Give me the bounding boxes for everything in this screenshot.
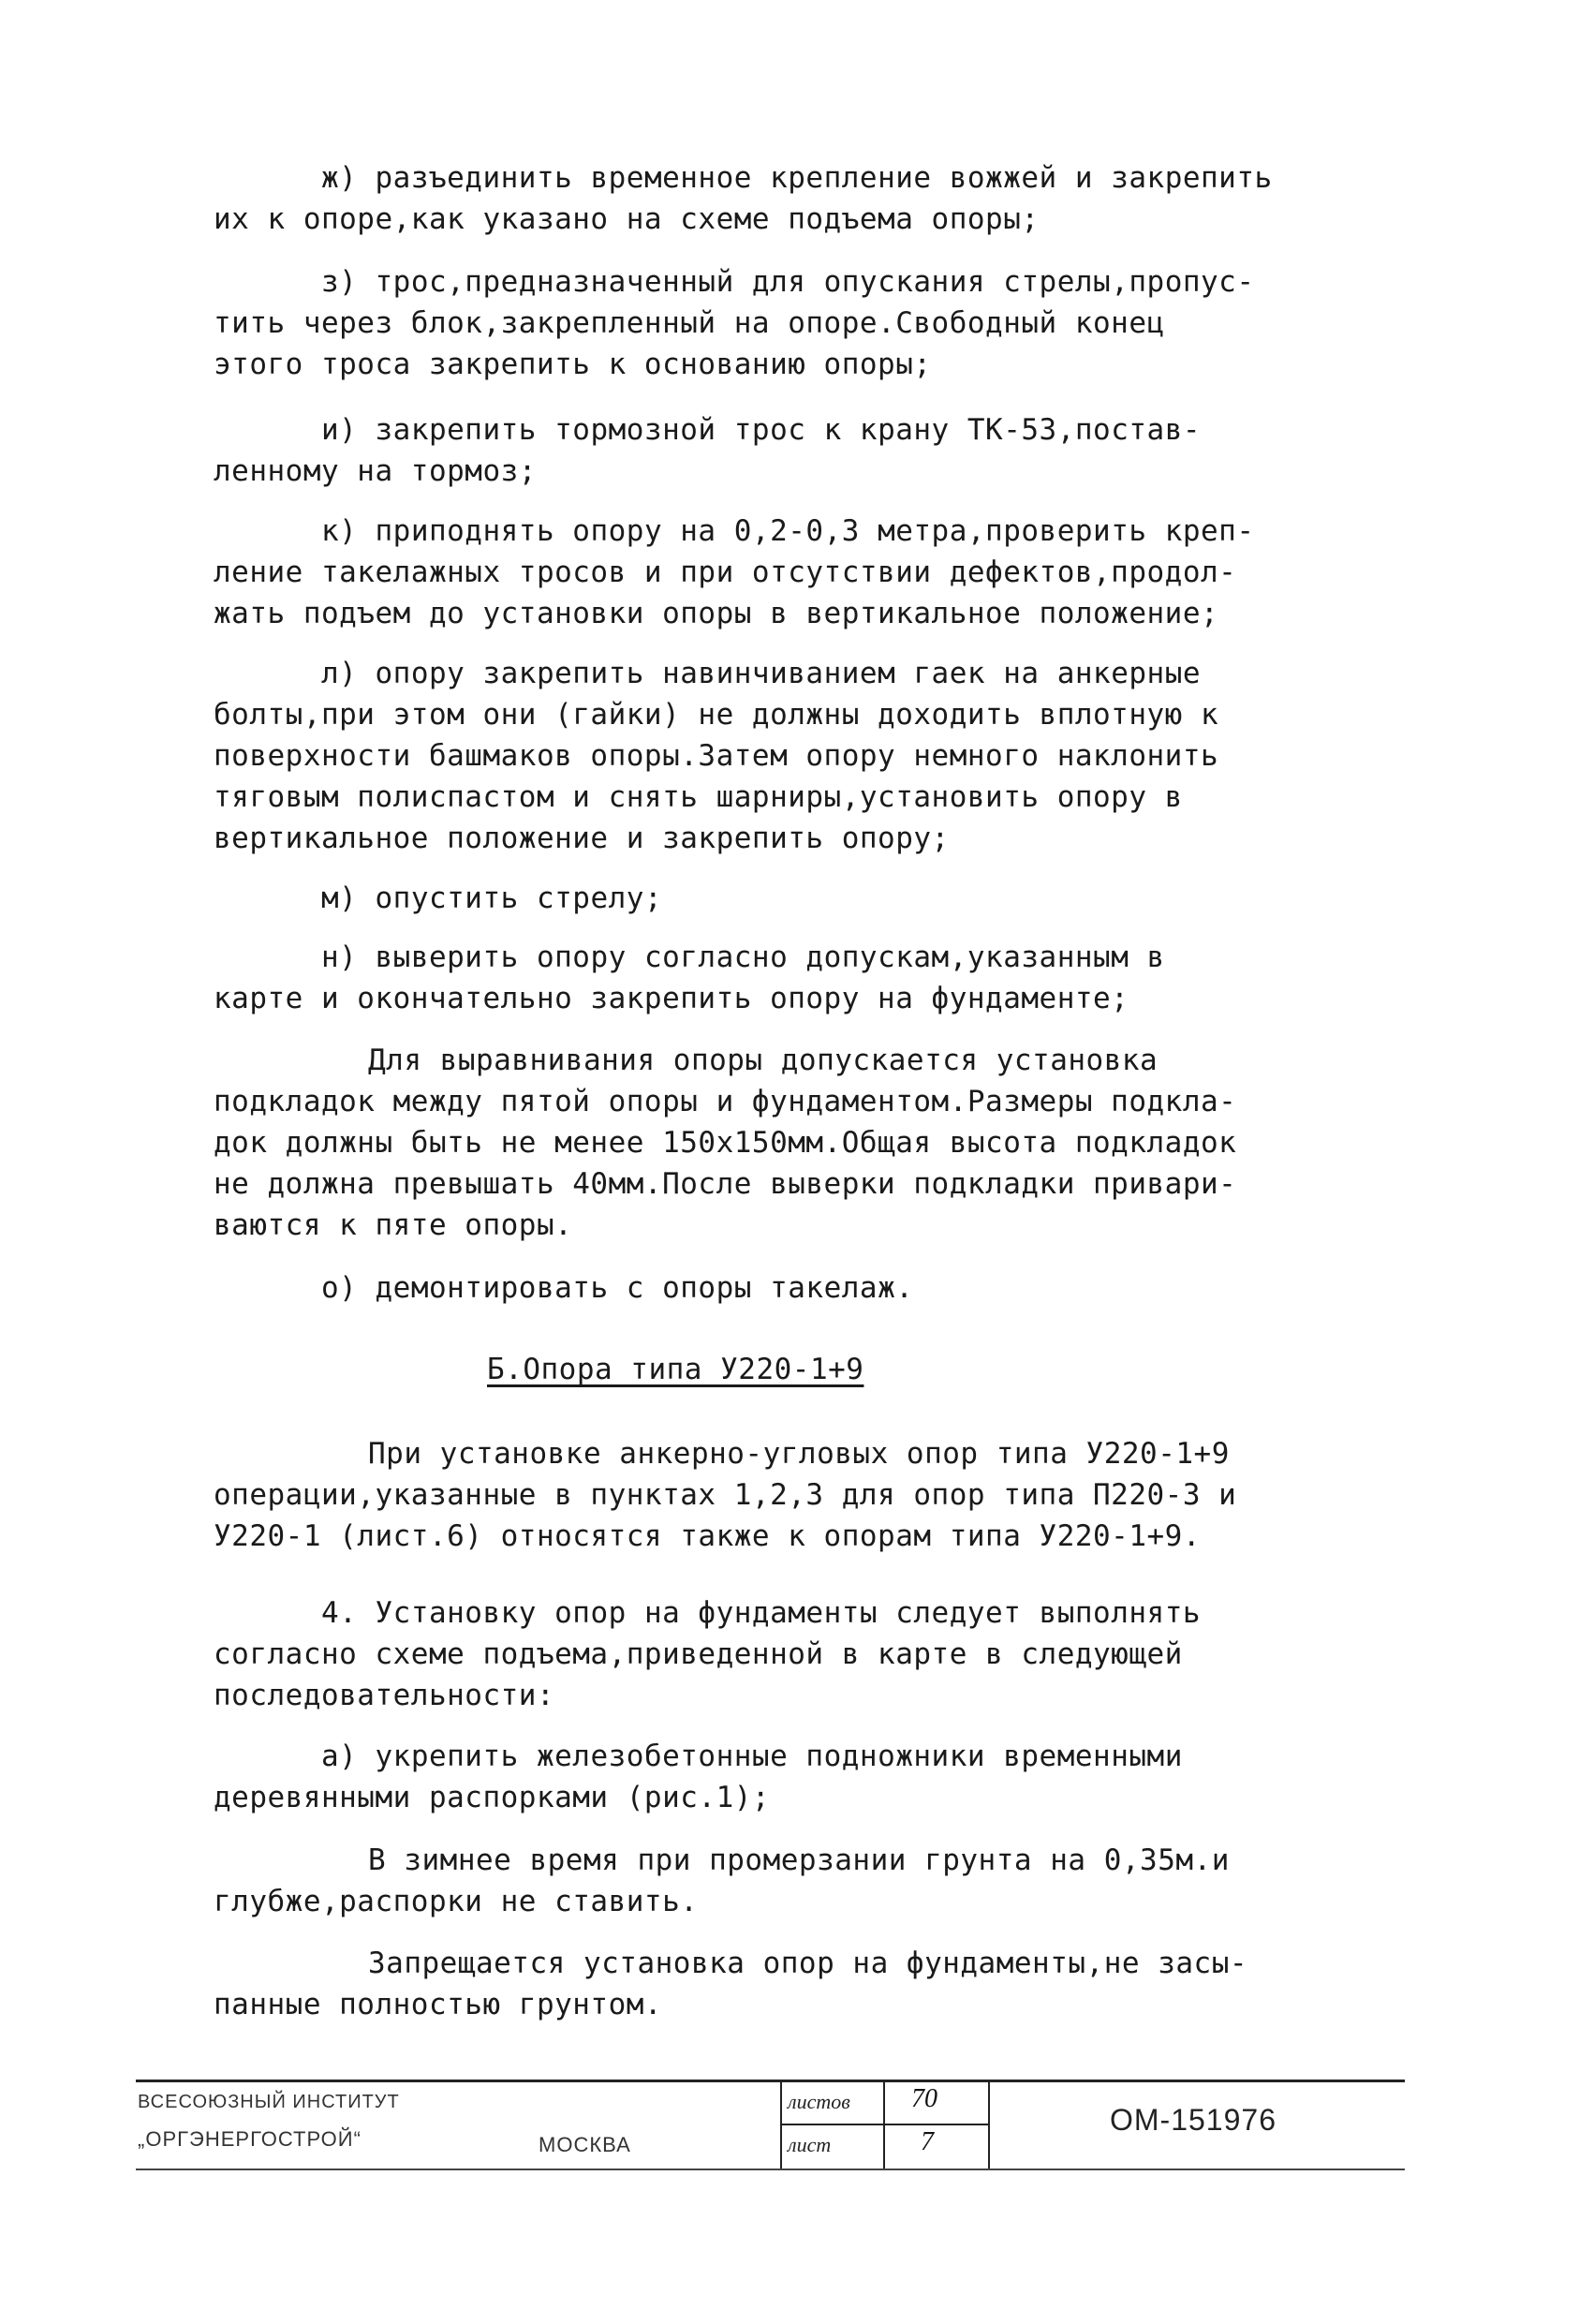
- stamp-divider: [883, 2082, 885, 2169]
- stamp-sheets-label: листов: [788, 2090, 850, 2113]
- stamp-divider: [780, 2082, 782, 2169]
- title-block-stamp: [136, 2080, 1405, 2170]
- paragraph-forbid: Запрещается установка опор на фундаменты,не засы- панные полностью грунтом.: [214, 1947, 1248, 2021]
- paragraph-z: з) трос,предназначенный для опускания стрелы,пропус- тить через блок,закрепленный на опоре.Свободный конец этого троса закрепить к основанию опоры;: [214, 265, 1255, 381]
- paragraph-winter: В зимнее время при промерзании грунта на 0,35м.и глубже,распорки не ставить.: [214, 1843, 1230, 1918]
- stamp-document-code: ОМ-151976: [1110, 2103, 1277, 2137]
- paragraph-note: Для выравнивания опоры допускается установка подкладок между пятой опоры и фундаментом.Размеры подкла- док должны быть не менее 150х150мм.Общая высота подкладок не должна превышать 40мм.После выверки подкладки привари- ваются к пяте опоры.: [214, 1044, 1237, 1242]
- paragraph-m: м) опустить стрелу;: [321, 881, 663, 915]
- paragraph-n: н) выверить опору согласно допускам,указанным в карте и окончательно закрепить опору на фундаменте;: [214, 940, 1165, 1015]
- paragraph-4: 4. Установку опор на фундаменты следует выполнять согласно схеме подъема,приведенной в карте в следующей последовательности:: [214, 1596, 1202, 1712]
- paragraph-o: о) демонтировать с опоры такелаж.: [321, 1271, 914, 1305]
- paragraph-i: и) закрепить тормозной трос к крану ТК-53,постав- ленному на тормоз;: [214, 413, 1202, 488]
- stamp-city: МОСКВА: [539, 2133, 631, 2156]
- paragraph-b-intro: При установке анкерно-угловых опор типа У220-1+9 операции,указанные в пунктах 1,2,3 для опор типа П220-3 и У220-1 (лист.6) относятся также к опорам типа У220-1+9.: [214, 1437, 1237, 1553]
- stamp-org-line2: „ОРГЭНЕРГОСТРОЙ“: [138, 2127, 362, 2151]
- section-heading: Б.Опора типа У220-1+9: [487, 1353, 864, 1386]
- stamp-divider: [988, 2082, 990, 2169]
- paragraph-zh: ж) разъединить временное крепление вожжей и закрепить их к опоре,как указано на схеме подъема опоры;: [214, 161, 1273, 236]
- stamp-sheet-label: лист: [788, 2133, 832, 2156]
- paragraph-a: а) укрепить железобетонные подножники временными деревянными распорками (рис.1);: [214, 1739, 1183, 1814]
- stamp-sheets-value: 70: [911, 2084, 937, 2113]
- stamp-row-divider: [780, 2124, 988, 2125]
- stamp-org-line1: ВСЕСОЮЗНЫЙ ИНСТИТУТ: [138, 2092, 400, 2112]
- stamp-sheet-value: 7: [921, 2127, 934, 2156]
- paragraph-l: л) опору закрепить навинчиванием гаек на анкерные болты,при этом они (гайки) не должны доходить вплотную к поверхности башмаков опоры.Затем опору немного наклонить тяговым полиспастом и снять шарниры,установить опору в вертикальное положение и закрепить опору;: [214, 657, 1219, 855]
- paragraph-k: к) приподнять опору на 0,2-0,3 метра,проверить креп- ление такелажных тросов и при отсутствии дефектов,продол- жать подъем до установки опоры в вертикальное положение;: [214, 514, 1255, 630]
